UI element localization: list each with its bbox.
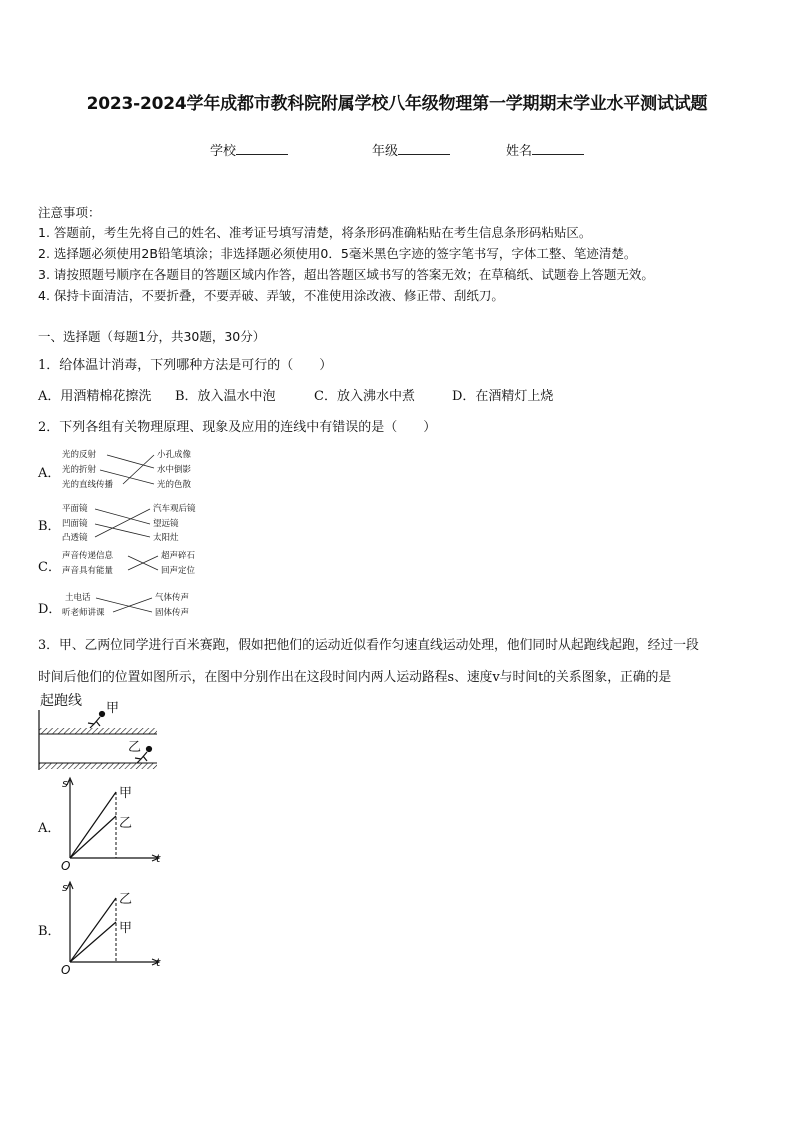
q2-stem: 2．下列各组有关物理原理、现象及应用的连线中有错误的是（ ） [38, 420, 437, 435]
upper-line [70, 792, 116, 858]
connector-line [100, 470, 154, 484]
lane-border-bottom [39, 763, 157, 769]
start-line-label: 起跑线 [40, 693, 82, 709]
q1-option-c[interactable]: C．放入沸水中煮 [314, 389, 415, 404]
origin-label: O [61, 859, 71, 872]
y-axis-label: s [62, 881, 68, 894]
q2a-right-item: 水中倒影 [157, 465, 192, 475]
connector-line [95, 509, 150, 524]
q2b-right-item: 望远镜 [153, 519, 179, 529]
name-label: 姓名 [506, 144, 533, 159]
q3-option-b[interactable]: B． [38, 924, 61, 939]
q2b-left-item: 平面镜 [62, 504, 88, 514]
lane-border-top [39, 728, 157, 734]
section-heading: 一、选择题（每题1分，共30题，30分） [38, 329, 266, 344]
notice-heading: 注意事项： [38, 205, 101, 220]
q2b-left-item: 凹面镜 [62, 519, 88, 529]
y-axis-label: s [62, 777, 68, 790]
q2-option-b[interactable]: B． [38, 519, 61, 534]
school-label: 学校 [210, 144, 237, 159]
q2a-left-item: 光的直线传播 [62, 480, 114, 490]
q3-graph-b [58, 876, 168, 976]
q3-stem-line2: 时间后他们的位置如图所示，在图中分别作出在这段时间内两人运动路程s、速度v与时间t的关系图象，正确的是 [38, 670, 672, 685]
connector-line [95, 509, 150, 537]
q2a-left-item: 光的反射 [62, 450, 97, 460]
runner-1-label: 甲 [106, 701, 120, 716]
x-axis-label: t [156, 956, 161, 969]
x-axis-label: t [156, 852, 161, 865]
q2b-right-item: 太阳灶 [153, 533, 179, 543]
lower-line-label: 乙 [119, 816, 133, 831]
q3-stem-line1: 3．甲、乙两位同学进行百米赛跑，假如把他们的运动近似看作匀速直线运动处理，他们同时从起跑线起跑，经过一段 [38, 638, 699, 653]
lower-line-label: 甲 [119, 921, 133, 936]
q2b-right-item: 汽车观后镜 [153, 504, 196, 514]
q2b-left-item: 凸透镜 [62, 533, 88, 543]
q1-stem: 1．给体温计消毒，下列哪种方法是可行的（ ） [38, 358, 333, 373]
runner-2-label: 乙 [128, 740, 142, 755]
page-title: 2023-2024学年成都市教科院附属学校八年级物理第一学期期末学业水平测试试题 [86, 94, 708, 114]
q3-graph-a [58, 772, 168, 872]
origin-label: O [61, 963, 71, 976]
lower-line [70, 816, 116, 858]
q2a-right-item: 光的色散 [157, 480, 192, 490]
q2-option-d[interactable]: D． [38, 602, 62, 617]
notice-item: 2. 选择题必须使用2B铅笔填涂；非选择题必须使用0．5毫米黑色字迹的签字笔书写，字体工整、笔迹清楚。 [38, 246, 637, 261]
q2d-left-item: 听老师讲课 [62, 608, 105, 618]
q2c-right-item: 超声碎石 [161, 551, 196, 561]
q2d-right-item: 固体传声 [155, 608, 190, 618]
upper-line [70, 898, 116, 962]
upper-line-label: 乙 [119, 892, 133, 907]
q2c-right-item: 回声定位 [161, 566, 196, 576]
q1-option-a[interactable]: A．用酒精棉花擦洗 [38, 389, 152, 404]
race-track-figure [30, 688, 170, 773]
q2a-right-item: 小孔成像 [157, 450, 192, 460]
notice-item: 3. 请按照题号顺序在各题目的答题区域内作答，超出答题区域书写的答案无效；在草稿纸、试题卷上答题无效。 [38, 267, 654, 282]
upper-line-label: 甲 [119, 786, 133, 801]
connector-line [113, 598, 152, 612]
q2-option-a[interactable]: A． [38, 466, 61, 481]
q2c-left-item: 声音传递信息 [62, 551, 114, 561]
q1-option-b[interactable]: B．放入温水中泡 [175, 389, 276, 404]
runner-icon [88, 712, 105, 729]
q2d-left-item: 土电话 [65, 593, 91, 603]
q1-option-d[interactable]: D．在酒精灯上烧 [452, 389, 554, 404]
notice-item: 1. 答题前，考生先将自己的姓名、准考证号填写清楚，将条形码准确粘贴在考生信息条形码粘贴区。 [38, 225, 592, 240]
connector-line [95, 524, 150, 537]
q3-option-a[interactable]: A． [38, 821, 61, 836]
q2c-left-item: 声音具有能量 [62, 566, 114, 576]
q2d-right-item: 气体传声 [155, 593, 190, 603]
lower-line [70, 922, 116, 962]
notice-item: 4. 保持卡面清洁，不要折叠，不要弄破、弄皱，不准使用涂改液、修正带、刮纸刀。 [38, 288, 504, 303]
grade-label: 年级 [372, 144, 399, 159]
q2a-left-item: 光的折射 [62, 465, 97, 475]
q2-option-c[interactable]: C． [38, 560, 61, 575]
